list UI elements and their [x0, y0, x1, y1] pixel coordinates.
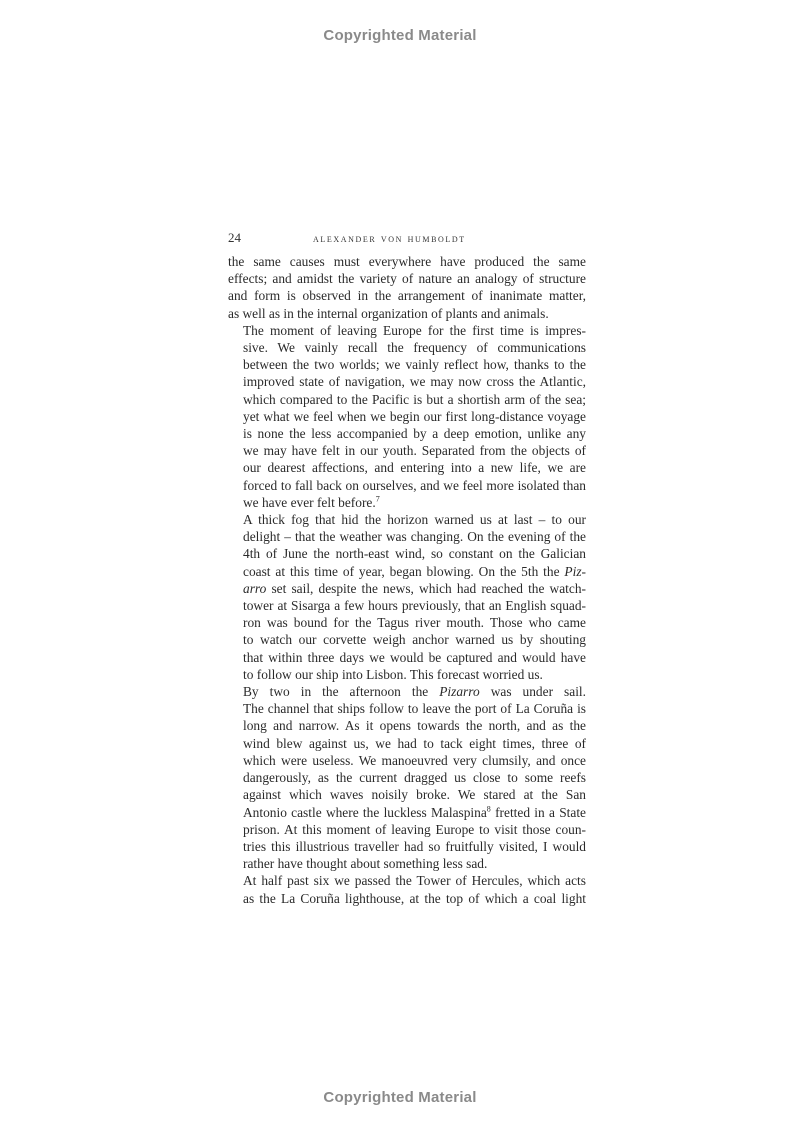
- running-head: [228, 230, 586, 248]
- footnote-ref[interactable]: 8: [486, 804, 491, 814]
- text-line: [228, 494, 586, 511]
- text-line: is none the less accompanied by a deep emotion, unlike any: [243, 426, 586, 442]
- text-line: dangerously, as the current dragged us close to some reefs: [243, 770, 586, 786]
- paragraph: [228, 683, 586, 872]
- text-line: A thick fog that hid the horizon warned us at last – to our: [243, 512, 586, 528]
- text-line: improved state of navigation, we may now cross the Atlantic,: [243, 374, 586, 390]
- text-line: prison. At this moment of leaving Europe to visit those coun-: [243, 821, 586, 837]
- text-line: our dearest affections, and entering into a new life, we are: [243, 460, 586, 476]
- text-segment: was under sail.: [479, 684, 586, 700]
- text-segment: fretted in a State: [490, 804, 587, 820]
- paragraph: [228, 872, 586, 906]
- text-line: effects; and amidst the variety of nature an analogy of structure: [228, 271, 586, 287]
- text-line: to follow our ship into Lisbon. This forecast worried us.: [243, 666, 543, 682]
- text-line: we may have felt in our youth. Separated from the objects of: [243, 443, 586, 459]
- text-line: The channel that ships follow to leave the port of La Coruña is: [243, 701, 586, 717]
- copyright-watermark-top: Copyrighted Material: [323, 27, 477, 44]
- text-line: [228, 683, 586, 700]
- text-line: which were useless. We manoeuvred very clumsily, and once: [243, 752, 586, 768]
- text-line: tries this illustrious traveller had so fruitfully visited, I would: [243, 838, 586, 854]
- text-line: The moment of leaving Europe for the first time is impres-: [243, 322, 586, 338]
- text-segment: we have ever felt before.: [243, 494, 376, 510]
- text-line: which compared to the Pacific is but a shortish arm of the sea;: [243, 391, 586, 407]
- ship-name: Piz-: [564, 563, 586, 579]
- text-line: 4th of June the north-east wind, so constant on the Galician: [243, 546, 586, 562]
- text-line: ron was bound for the Tagus river mouth. Those who came: [243, 615, 586, 631]
- running-title: alexander von humboldt: [313, 231, 466, 245]
- text-segment: set sail, despite the news, which had reached the watch-: [266, 580, 586, 596]
- copyright-watermark-bottom: Copyrighted Material: [323, 1089, 477, 1106]
- paragraph: [228, 511, 586, 683]
- text-line: delight – that the weather was changing. On the evening of the: [243, 529, 586, 545]
- text-line: [228, 563, 586, 580]
- text-segment: coast at this time of year, began blowing. On the 5th the: [243, 563, 565, 579]
- text-line: wind blew against us, we had to tack eight times, three of: [243, 735, 586, 751]
- text-line: between the two worlds; we vainly reflect how, thanks to the: [243, 357, 586, 373]
- text-line: long and narrow. As it opens towards the north, and as the: [243, 718, 586, 734]
- body-text: [228, 253, 586, 907]
- text-line: the same causes must everywhere have produced the same: [228, 254, 586, 269]
- text-line: to watch our corvette weigh anchor warned us by shouting: [243, 632, 586, 648]
- text-line: against which waves noisily broke. We stared at the San: [243, 787, 586, 803]
- paragraph: [228, 322, 586, 511]
- text-line: that within three days we would be captured and would have: [243, 649, 586, 665]
- text-line: as the La Coruña lighthouse, at the top of which a coal light: [243, 890, 586, 906]
- text-segment: Antonio castle where the luckless Malaspina: [243, 804, 487, 820]
- text-line: rather have thought about something less sad.: [243, 856, 488, 872]
- footnote-ref[interactable]: 7: [375, 494, 380, 504]
- text-line: sive. We vainly recall the frequency of communications: [243, 340, 586, 356]
- text-line: [228, 580, 586, 597]
- text-line: tower at Sisarga a few hours previously, that an English squad-: [243, 598, 586, 614]
- paragraph: [228, 253, 586, 322]
- text-line: At half past six we passed the Tower of Hercules, which acts: [243, 873, 586, 889]
- text-line: [228, 804, 586, 821]
- ship-name: arro: [243, 580, 267, 596]
- text-line: yet what we feel when we begin our first long-distance voyage: [243, 408, 586, 424]
- ship-name: Pizarro: [439, 684, 480, 700]
- text-segment: By two in the afternoon the: [243, 684, 440, 700]
- text-line: forced to fall back on ourselves, and we feel more isolated than: [243, 477, 586, 493]
- text-line: and form is observed in the arrangement of inanimate matter,: [228, 288, 586, 304]
- text-line: as well as in the internal organization of plants and animals.: [228, 305, 549, 321]
- page-number: 24: [228, 230, 241, 245]
